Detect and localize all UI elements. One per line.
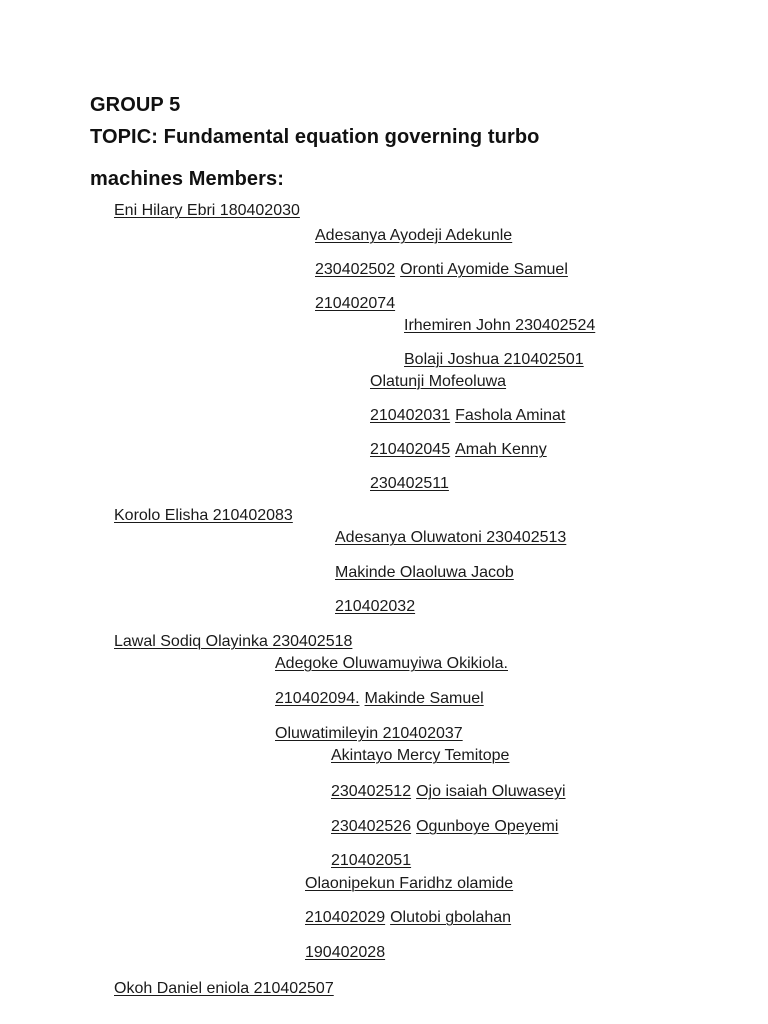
- member-line: [275, 689, 484, 709]
- member-line: [370, 474, 449, 494]
- member-text: Makinde Olaoluwa Jacob: [335, 564, 514, 581]
- member-line: [305, 874, 513, 894]
- member-text: Bolaji Joshua 210402501: [404, 351, 584, 368]
- member-text: Oronti Ayomide Samuel: [400, 261, 568, 278]
- topic-heading-line2: machines Members:: [90, 168, 284, 190]
- member-line: [315, 226, 512, 246]
- member-line: [331, 782, 566, 802]
- member-line: [370, 406, 565, 426]
- member-line: [335, 563, 514, 583]
- member-line: [275, 724, 463, 744]
- member-line: [331, 851, 411, 871]
- member-id: 210402032: [335, 598, 416, 615]
- member-text: Ogunboye Opeyemi: [416, 818, 559, 835]
- topic-heading-line1: TOPIC: Fundamental equation governing turbo: [90, 126, 540, 148]
- member-text: Makinde Samuel: [364, 690, 484, 707]
- member-text: Olaonipekun Faridhz olamide: [305, 875, 514, 892]
- member-text: Lawal Sodiq Olayinka 230402518: [114, 633, 353, 650]
- member-line: [114, 201, 300, 221]
- member-text: Olutobi gbolahan: [390, 909, 512, 926]
- member-text: Irhemiren John 230402524: [404, 317, 596, 334]
- member-line: [404, 316, 595, 336]
- member-line: [114, 979, 334, 999]
- member-id: 210402074: [315, 295, 396, 312]
- member-line: [315, 260, 568, 280]
- member-line: [370, 440, 547, 460]
- member-text: Fashola Aminat: [455, 407, 566, 424]
- member-id: 210402045: [370, 441, 451, 458]
- member-line: [305, 943, 385, 963]
- member-text: Adesanya Ayodeji Adekunle: [315, 227, 513, 244]
- member-line: [305, 908, 511, 928]
- member-text: Adegoke Oluwamuyiwa Okikiola.: [275, 655, 508, 672]
- member-line: [331, 746, 509, 766]
- member-id: 210402051: [331, 852, 412, 869]
- member-line: [275, 654, 508, 674]
- member-id: 230402512: [331, 783, 412, 800]
- member-line: [335, 597, 415, 617]
- member-text: Akintayo Mercy Temitope: [331, 747, 510, 764]
- member-text: Korolo Elisha 210402083: [114, 507, 293, 524]
- member-id: 230402526: [331, 818, 412, 835]
- group-title: GROUP 5: [90, 94, 181, 116]
- member-text: Adesanya Oluwatoni 230402513: [335, 529, 567, 546]
- member-line: [331, 817, 558, 837]
- member-id: 210402094.: [275, 690, 360, 707]
- member-line: [370, 372, 506, 392]
- member-text: Amah Kenny: [455, 441, 547, 458]
- member-text: Ojo isaiah Oluwaseyi: [416, 783, 566, 800]
- member-id: 210402029: [305, 909, 386, 926]
- member-text: Oluwatimileyin 210402037: [275, 725, 463, 742]
- member-id: 230402511: [370, 475, 449, 492]
- member-text: Olatunji Mofeoluwa: [370, 373, 507, 390]
- member-text: Okoh Daniel eniola 210402507: [114, 980, 334, 997]
- member-id: 230402502: [315, 261, 396, 278]
- member-line: [114, 506, 293, 526]
- member-id: 210402031: [370, 407, 451, 424]
- member-line: [315, 294, 395, 314]
- member-line: [114, 632, 352, 652]
- member-text: Eni Hilary Ebri 180402030: [114, 202, 300, 219]
- member-line: [404, 350, 584, 370]
- member-id: 190402028: [305, 944, 386, 961]
- member-line: [335, 528, 566, 548]
